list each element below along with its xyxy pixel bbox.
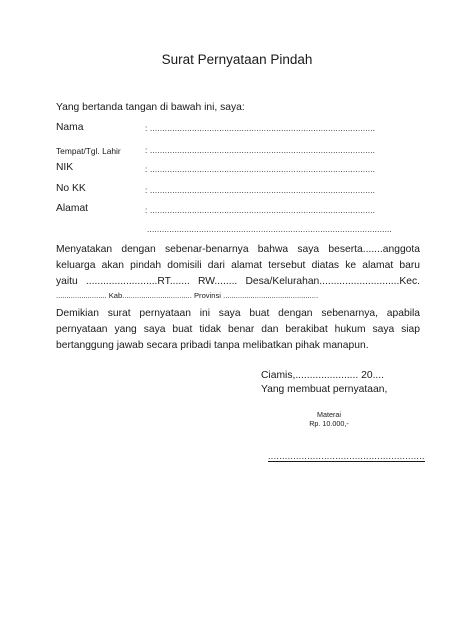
signatory-caption: Yang membuat pernyataan, [261, 384, 388, 395]
field-label-no-kk: No KK [56, 183, 86, 194]
closing-line: bertanggung jawab secara pribadi tanpa melibatkan pihak manapun. [56, 340, 369, 351]
alamat-continuation: ................................................................................................... [147, 225, 392, 234]
statement-line: keluarga akan pindah domisili dari alamat tersebut diatas ke alamat baru [56, 260, 420, 271]
statement-line: Menyatakan dengan sebenar-benarnya bahwa saya beserta.......anggota [56, 244, 420, 255]
field-value-no-kk: : ........................................................................................... [145, 186, 376, 195]
field-value-nama: : ........................................................................................... [145, 124, 376, 133]
field-label-nama: Nama [56, 122, 84, 133]
closing-line: pernyataan yang saya buat tidak benar dan berakibat hukum saya siap [56, 324, 420, 335]
field-value-nik: : ........................................................................................... [145, 165, 376, 174]
field-label-tempat-tgl-lahir: Tempat/Tgl. Lahir [56, 146, 121, 156]
closing-paragraph [56, 306, 420, 354]
stamp-amount: Rp. 10.000,- [309, 419, 349, 428]
statement-line-address: ........................ Kab................................. Provinsi ............................................. [56, 291, 319, 300]
signature-name-line: ........................................................ [268, 451, 425, 461]
stamp-label: Materai [317, 410, 341, 419]
statement-paragraph [56, 242, 420, 302]
statement-line: yaitu .........................RT....... RW........ Desa/Kelurahan............................Kec. [56, 276, 420, 287]
field-value-alamat: : ........................................................................................... [145, 206, 376, 215]
intro-text: Yang bertanda tangan di bawah ini, saya: [56, 102, 245, 113]
field-label-alamat: Alamat [56, 203, 89, 214]
field-label-nik: NIK [56, 162, 74, 173]
place-date: Ciamis,...................... 20.... [261, 370, 385, 381]
closing-line: Demikian surat pernyataan ini saya buat dengan sebenarnya, apabila [56, 308, 420, 319]
document-title: Surat Pernyataan Pindah [161, 52, 313, 67]
field-value-tempat-tgl-lahir: : ........................................................................................... [145, 146, 376, 155]
